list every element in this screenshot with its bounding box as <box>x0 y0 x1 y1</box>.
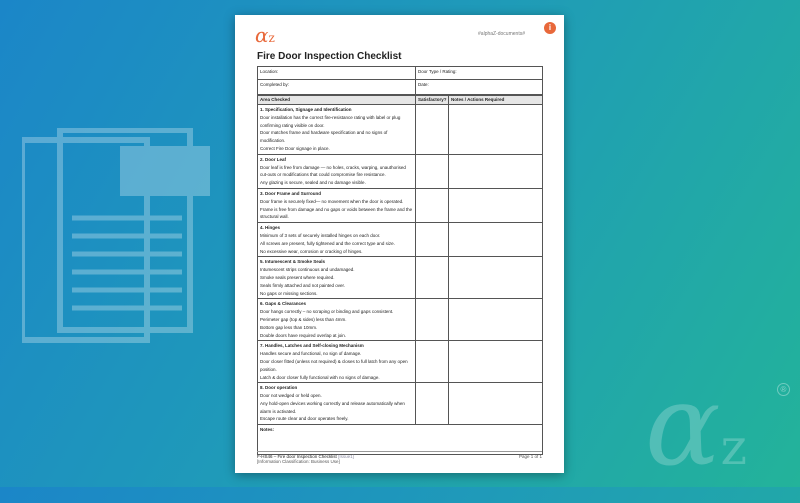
header-satisfactory: Satisfactory? <box>416 96 449 105</box>
check-item: Escape route clear and door operates freely. <box>260 416 349 422</box>
section-title: 6. Gaps & Clearances <box>260 301 307 307</box>
table-row <box>258 341 543 383</box>
date-field[interactable]: Date: <box>416 80 543 95</box>
satisfactory-cell[interactable] <box>416 105 449 155</box>
satisfactory-cell[interactable] <box>416 223 449 257</box>
satisfactory-cell[interactable] <box>416 341 449 383</box>
checklist-table <box>257 95 543 455</box>
satisfactory-cell[interactable] <box>416 383 449 425</box>
check-item: Minimum of 3 sets of securely installed hinges on each door. <box>260 232 381 238</box>
check-item: Any hold-open devices working correctly and release automatically when alarm is activated. <box>260 400 405 414</box>
check-item: Latch & door closer fully functional with no signs of damage. <box>260 374 380 380</box>
satisfactory-cell[interactable] <box>416 188 449 222</box>
section-title: 7. Handles, Latches and Self-closing Mechanism <box>260 343 364 349</box>
table-row <box>258 154 543 188</box>
check-item: Door not wedged or held open. <box>260 393 322 399</box>
area-checked-cell <box>258 105 416 155</box>
document-watermark-icon <box>22 128 222 343</box>
section-title: 8. Door operation <box>260 385 298 391</box>
header-area-checked: Area Checked <box>258 96 416 105</box>
table-row <box>258 105 543 155</box>
area-checked-cell <box>258 299 416 341</box>
table-row <box>258 223 543 257</box>
table-row <box>258 257 543 299</box>
issue-label: [Issue1] <box>338 454 354 459</box>
section-title: 2. Door Leaf <box>260 156 287 162</box>
check-item: Door hangs correctly – no scraping or binding and gaps consistent. <box>260 309 394 315</box>
document-tag: #alphaZ-documents# <box>478 31 525 37</box>
header-notes-actions: Notes / Actions Required <box>449 96 543 105</box>
check-item: No gaps or missing sections. <box>260 290 318 296</box>
check-item: Door installation has the correct fire-resistance rating with label or plug confirming rating visible on door. <box>260 114 401 128</box>
completed-by-field[interactable]: Completed by: <box>258 80 416 95</box>
area-checked-cell <box>258 383 416 425</box>
notes-actions-cell[interactable] <box>449 105 543 155</box>
table-row <box>258 383 543 425</box>
info-icon[interactable]: i <box>544 22 556 34</box>
check-item: Double doors have required overlap at join. <box>260 332 347 338</box>
check-item: No excessive wear, corrosion or cracking of hinges. <box>260 248 363 254</box>
brand-logo: αz <box>255 23 275 47</box>
check-item: Seals firmly attached and not painted over. <box>260 282 346 288</box>
check-item: Intumescent strips continuous and undamaged. <box>260 267 355 273</box>
door-type-field[interactable]: Door Type / Rating: <box>416 67 543 80</box>
satisfactory-cell[interactable] <box>416 257 449 299</box>
page-title: Fire Door Inspection Checklist <box>257 51 402 62</box>
check-item: Smoke seals present where required. <box>260 274 335 280</box>
notes-actions-cell[interactable] <box>449 257 543 299</box>
meta-table <box>257 66 543 95</box>
brand-logo-watermark: αz <box>645 361 747 491</box>
check-item: Correct Fire Door signage in place. <box>260 145 330 151</box>
check-item: Frame is free from damage and no gaps or voids between the frame and the structural wall. <box>260 206 413 220</box>
table-row <box>258 299 543 341</box>
notes-actions-cell[interactable] <box>449 383 543 425</box>
check-item: Door leaf is free from damage — no holes, cracks, warping, unauthorised cut-outs or modifications that could compromise fire resistance. <box>260 164 406 178</box>
section-title: 1. Specification, Signage and Identification <box>260 107 352 112</box>
notes-field[interactable]: Notes: <box>258 425 543 455</box>
page-number: Page 1 of 1 <box>518 454 542 459</box>
document-page <box>235 15 564 473</box>
area-checked-cell <box>258 223 416 257</box>
section-title: 4. Hinges <box>260 225 281 231</box>
check-item: All screws are present, fully tightened and the correct type and size. <box>260 240 395 246</box>
check-item: Perimeter gap (top & sides) less than 4mm. <box>260 316 347 322</box>
check-item: Handles secure and functional, no sign of damage. <box>260 351 362 357</box>
notes-actions-cell[interactable] <box>449 188 543 222</box>
check-item: Any glazing is secure, sealed and no damage visible. <box>260 180 366 186</box>
area-checked-cell <box>258 257 416 299</box>
classification-label: [Information Classification: Business Use] <box>257 459 340 464</box>
notes-actions-cell[interactable] <box>449 341 543 383</box>
area-checked-cell <box>258 188 416 222</box>
satisfactory-cell[interactable] <box>416 154 449 188</box>
check-item: Door frame is securely fixed— no movement when the door is operated. <box>260 198 404 204</box>
check-item: Door matches frame and hardware specification and no signs of modification. <box>260 130 388 144</box>
notes-actions-cell[interactable] <box>449 223 543 257</box>
area-checked-cell <box>258 341 416 383</box>
table-header-row <box>258 96 543 105</box>
notes-actions-cell[interactable] <box>449 154 543 188</box>
notes-actions-cell[interactable] <box>449 299 543 341</box>
satisfactory-cell[interactable] <box>416 299 449 341</box>
table-row <box>258 188 543 222</box>
check-item: Door closer fitted (unless not required) & closes to full latch from any open position. <box>260 358 408 372</box>
location-field[interactable]: Location: <box>258 67 416 80</box>
check-item: Bottom gap less than 10mm. <box>260 324 318 330</box>
area-checked-cell <box>258 154 416 188</box>
document-footer <box>257 451 542 464</box>
section-title: 3. Door Frame and Surround <box>260 190 322 196</box>
section-title: 5. Intumescent & Smoke Seals <box>260 259 326 265</box>
document-reference: F-HS46 – Fire door Inspection Checklist <box>257 454 337 459</box>
registered-mark: ® <box>777 383 790 396</box>
